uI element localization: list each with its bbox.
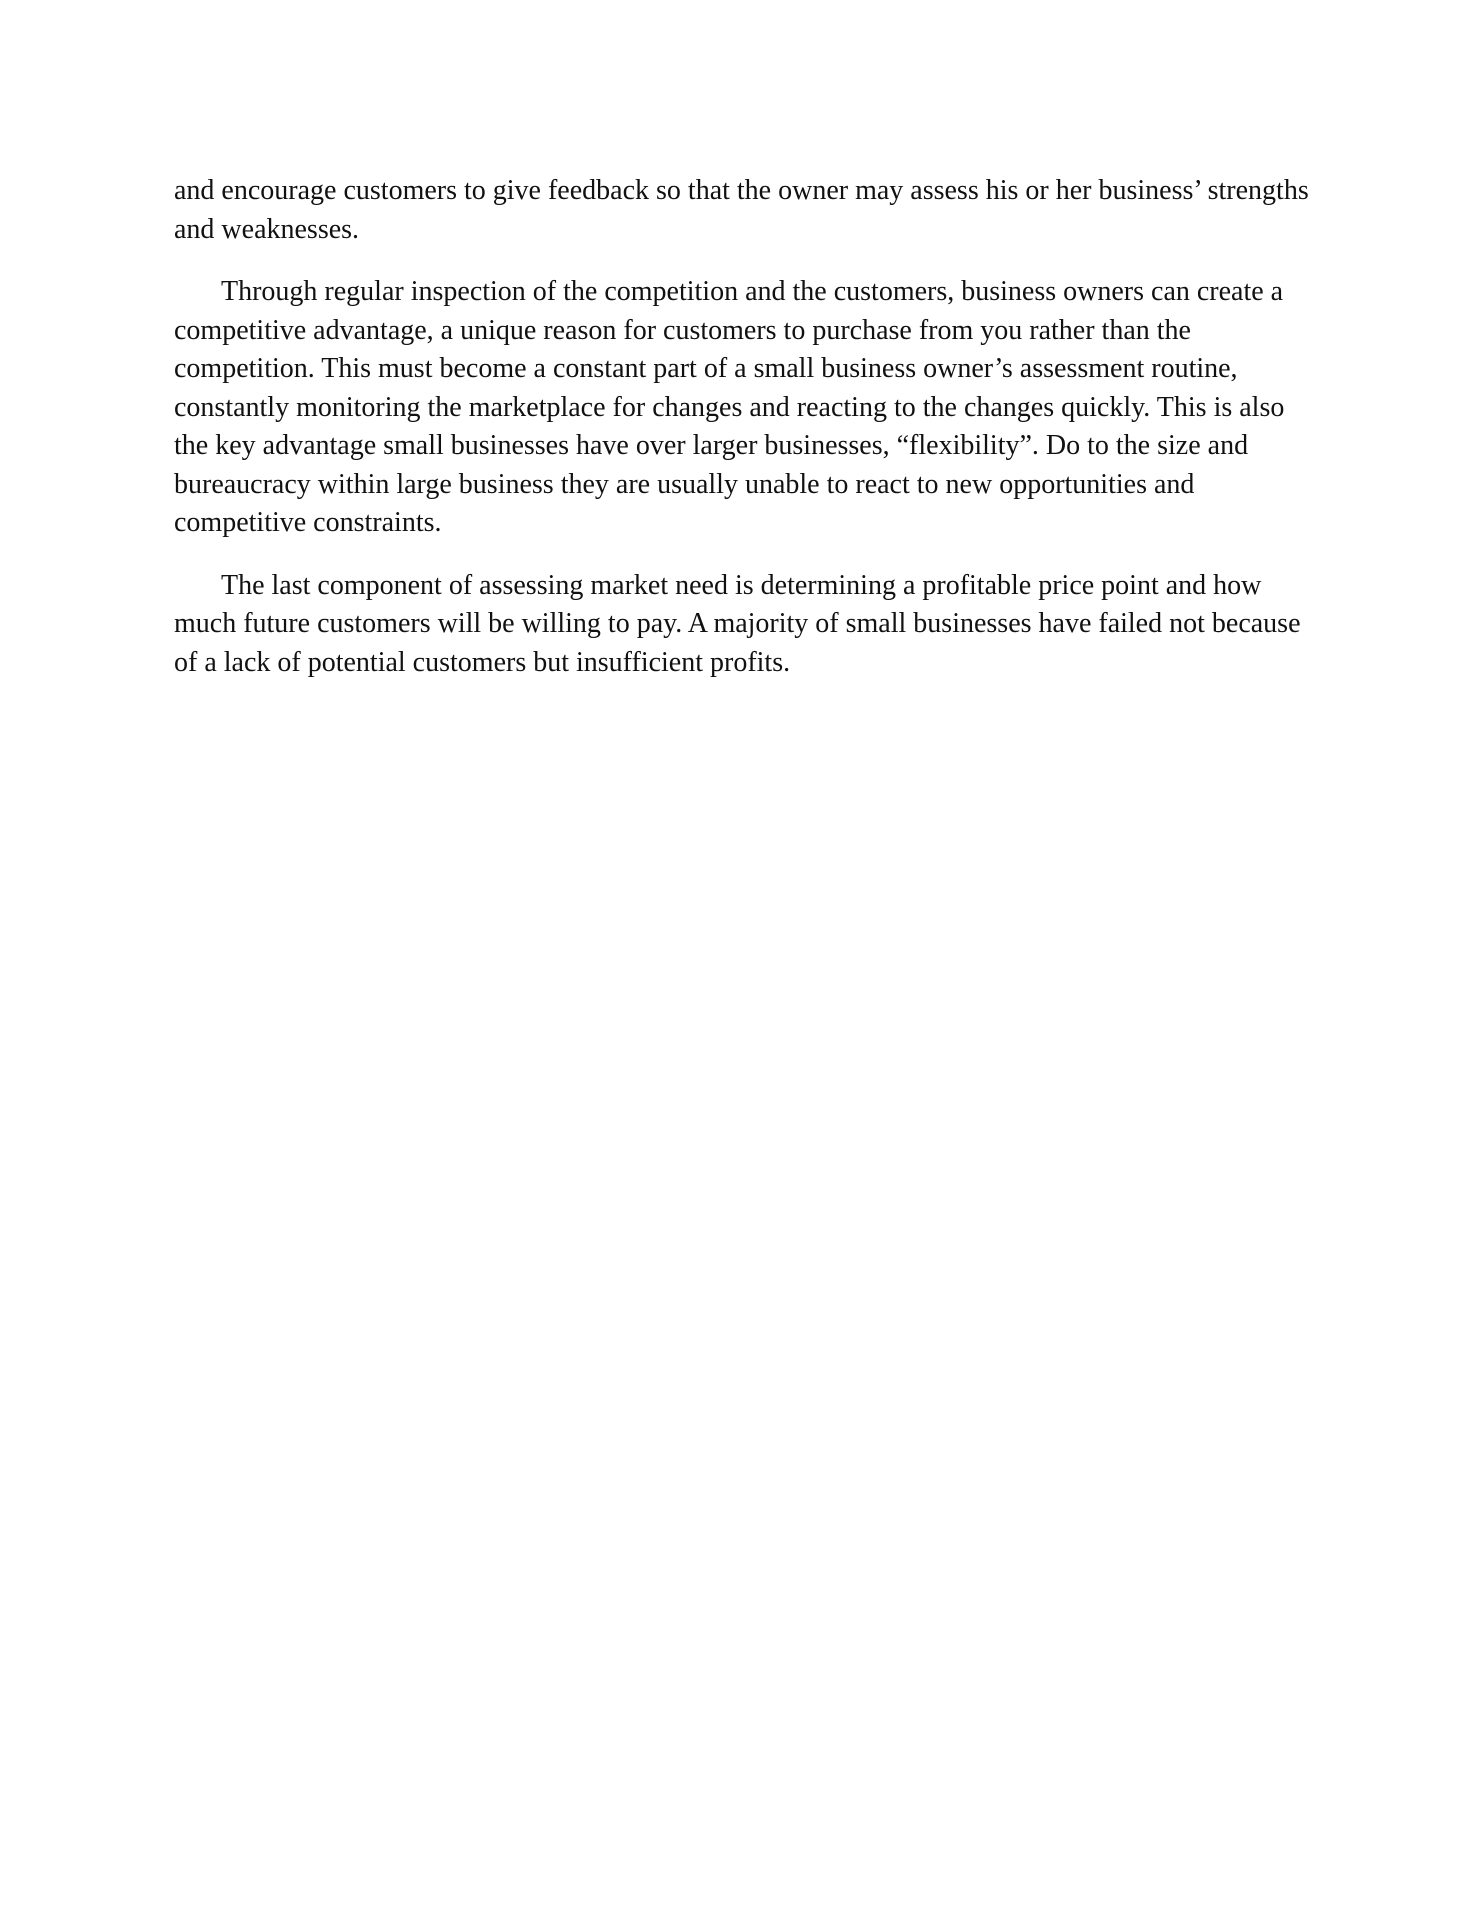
- paragraph-continuation: and encourage customers to give feedback so that the owner may assess his or her business’ strengths and weaknesses.: [174, 175, 1309, 245]
- paragraph-competitive-advantage: Through regular inspection of the competition and the customers, business owners can create a competitive advantage, a unique reason for customers to purchase from you rather than the competition. This must become a constant part of a small business owner’s assessment routine, constantly monitoring the marketplace for changes and reacting to the changes quickly. This is also the key advantage small businesses have over larger businesses, “flexibility”. Do to the size and bureaucracy within large business they are usually unable to react to new opportunities and competitive constraints.: [174, 276, 1285, 538]
- document-body: [174, 172, 1314, 706]
- paragraph-price-point: The last component of assessing market need is determining a profitable price point and how much future customers will be willing to pay. A majority of small businesses have failed not because of a lack of potential customers but insufficient profits.: [174, 569, 1301, 678]
